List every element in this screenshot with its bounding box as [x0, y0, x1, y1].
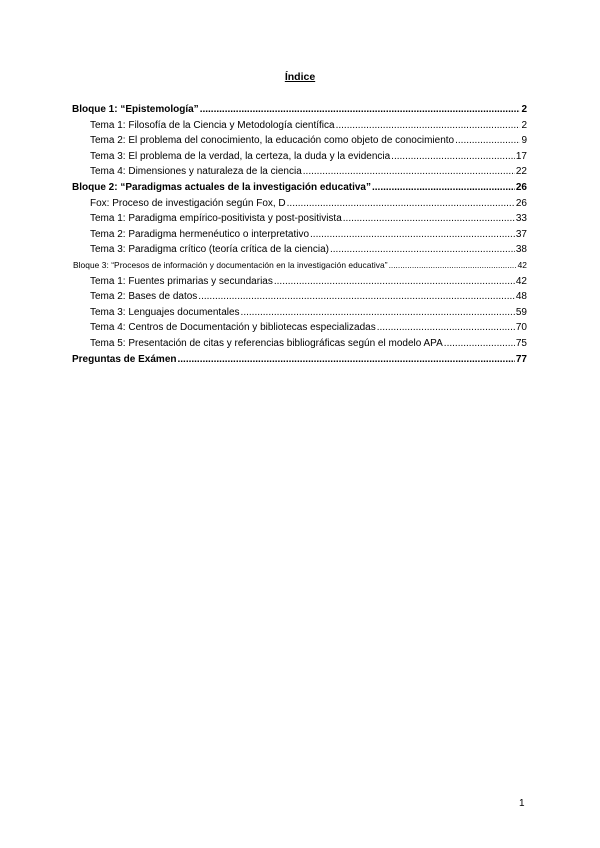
toc-entry-text: Bloque 2: “Paradigmas actuales de la investigación educativa”	[72, 181, 371, 193]
toc-entry-b2-tema-2[interactable]	[72, 229, 527, 245]
dot-leader	[177, 354, 514, 365]
dot-leader	[241, 307, 515, 318]
toc-entry-b1-tema-3[interactable]	[72, 151, 527, 167]
toc-entry-page: 26	[515, 197, 527, 209]
table-of-contents	[72, 104, 527, 369]
toc-entry-text: Tema 4: Centros de Documentación y bibliotecas especializadas	[90, 322, 376, 334]
toc-entry-page: 77	[515, 353, 527, 365]
toc-entry-text: Tema 2: Bases de datos	[90, 291, 198, 303]
toc-entry-text: Fox: Proceso de investigación según Fox, D	[90, 197, 286, 209]
toc-entry-page: 9	[521, 135, 527, 147]
toc-entry-page: 70	[515, 322, 527, 334]
toc-entry-b3-tema-3[interactable]	[72, 307, 527, 323]
toc-entry-text: Tema 1: Filosofía de la Ciencia y Metodología científica	[90, 119, 335, 131]
toc-entry-page: 59	[515, 306, 527, 318]
toc-entry-b1-tema-4[interactable]	[72, 166, 527, 182]
dot-leader	[310, 229, 515, 240]
toc-entry-page: 75	[515, 337, 527, 349]
toc-title: Índice	[284, 71, 316, 83]
toc-entry-text: Tema 3: Lenguajes documentales	[90, 306, 240, 318]
toc-entry-preguntas[interactable]	[72, 354, 527, 370]
dot-leader	[343, 213, 515, 224]
toc-entry-b2-fox[interactable]	[72, 198, 527, 214]
dot-leader	[274, 276, 515, 287]
toc-entry-b3-tema-2[interactable]	[72, 291, 527, 307]
toc-entry-page: 26	[515, 181, 527, 193]
toc-entry-text: Tema 2: El problema del conocimiento, la educación como objeto de conocimiento	[90, 135, 455, 147]
toc-entry-bloque-1[interactable]	[72, 104, 527, 120]
dot-leader	[200, 104, 521, 115]
toc-entry-page: 17	[515, 150, 527, 162]
toc-entry-b3-tema-1[interactable]	[72, 276, 527, 292]
dot-leader	[303, 166, 515, 177]
dot-leader	[377, 322, 515, 333]
dot-leader	[198, 291, 515, 302]
toc-entry-text: Bloque 1: “Epistemología”	[72, 104, 199, 115]
dot-leader	[389, 260, 517, 270]
toc-entry-b3-tema-4[interactable]	[72, 322, 527, 338]
toc-entry-b2-tema-3[interactable]	[72, 244, 527, 260]
toc-entry-b3-tema-5[interactable]	[72, 338, 527, 354]
toc-entry-page: 2	[521, 104, 527, 115]
toc-entry-text: Tema 1: Fuentes primarias y secundarias	[90, 275, 273, 287]
toc-entry-page: 42	[517, 259, 527, 270]
toc-entry-page: 33	[515, 213, 527, 225]
toc-entry-text: Tema 3: Paradigma crítico (teoría crítica de la ciencia)	[90, 244, 329, 256]
toc-entry-b2-tema-1[interactable]	[72, 213, 527, 229]
dot-leader	[287, 198, 515, 209]
toc-entry-bloque-3[interactable]	[72, 260, 527, 276]
dot-leader	[336, 120, 521, 131]
toc-entry-page: 48	[515, 291, 527, 303]
dot-leader	[444, 338, 515, 349]
toc-entry-bloque-2[interactable]	[72, 182, 527, 198]
toc-entry-page: 2	[521, 119, 527, 131]
toc-entry-text: Tema 2: Paradigma hermenéutico o interpretativo	[90, 228, 310, 240]
dot-leader	[455, 135, 520, 146]
toc-entry-b1-tema-1[interactable]	[72, 120, 527, 136]
page-number: 1	[519, 798, 525, 809]
toc-entry-b1-tema-2[interactable]	[72, 135, 527, 151]
toc-entry-page: 38	[515, 244, 527, 256]
toc-entry-text: Tema 4: Dimensiones y naturaleza de la ciencia	[90, 166, 302, 178]
toc-entry-page: 37	[515, 228, 527, 240]
toc-entry-page: 42	[515, 275, 527, 287]
toc-entry-text: Tema 3: El problema de la verdad, la certeza, la duda y la evidencia	[90, 150, 391, 162]
toc-entry-text: Preguntas de Exámen	[72, 353, 177, 365]
toc-entry-text: Bloque 3: “Procesos de información y documentación en la investigación educativa”	[73, 259, 388, 270]
dot-leader	[372, 182, 515, 193]
toc-entry-text: Tema 5: Presentación de citas y referencias bibliográficas según el modelo APA	[90, 337, 443, 349]
toc-entry-text: Tema 1: Paradigma empírico-positivista y post-positivista	[90, 213, 342, 225]
toc-entry-page: 22	[515, 166, 527, 178]
dot-leader	[391, 151, 515, 162]
dot-leader	[330, 244, 515, 255]
